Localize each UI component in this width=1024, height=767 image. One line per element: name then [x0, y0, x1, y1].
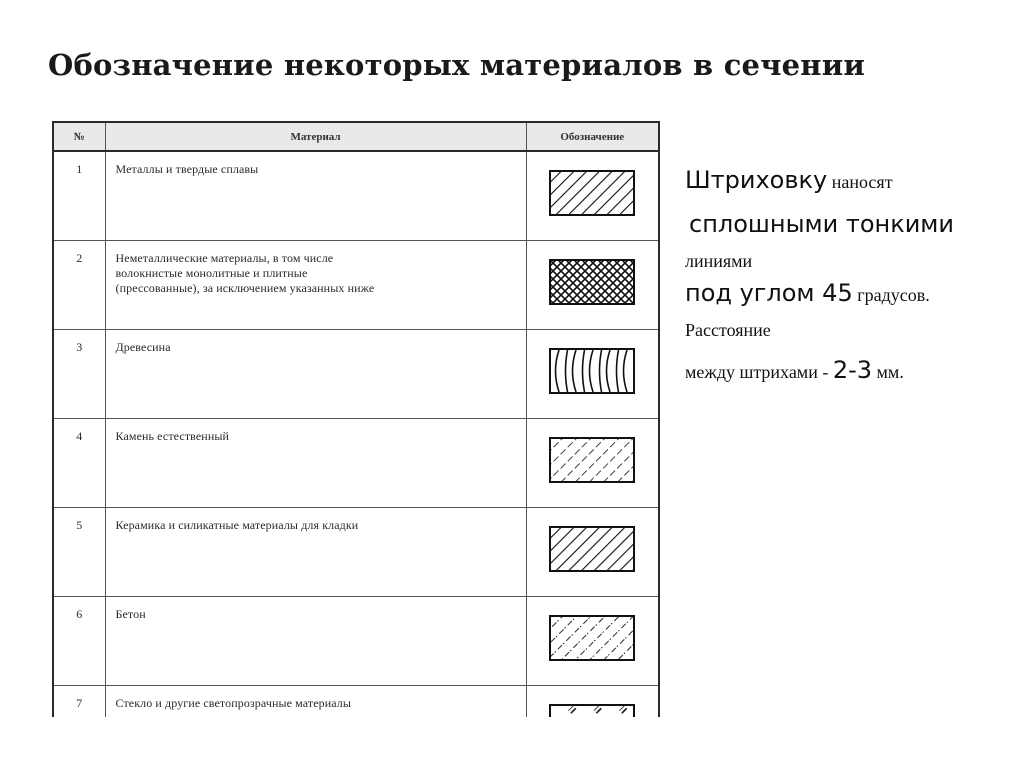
material-symbol — [526, 597, 658, 686]
material-symbol — [526, 419, 658, 508]
material-name — [105, 508, 526, 597]
table-row — [54, 330, 658, 419]
concrete-hatch-icon — [549, 615, 635, 661]
table-row — [54, 151, 658, 241]
material-name-line: Древесина — [115, 340, 171, 354]
material-symbol — [526, 508, 658, 597]
material-symbol — [526, 686, 658, 718]
material-name-line: Керамика и силикатные материалы для кладки — [115, 518, 359, 532]
note-line-3 — [685, 252, 752, 270]
material-name-line: волокнистые монолитные и плитные — [115, 266, 308, 280]
note-line-6 — [685, 358, 904, 382]
material-name — [105, 330, 526, 419]
table-row — [54, 241, 658, 330]
diagonal-hatch-icon — [549, 170, 635, 216]
table-row — [54, 597, 658, 686]
header-material: Материал — [105, 123, 526, 151]
note-line-2 — [689, 212, 954, 236]
note-text: Расстояние — [685, 320, 771, 340]
header-num: № — [54, 123, 105, 151]
note-line-4 — [685, 281, 930, 305]
material-name — [105, 597, 526, 686]
note-text: сплошными тонкими — [689, 210, 954, 238]
materials-table-wrapper — [52, 121, 660, 717]
note-text: наносят — [827, 172, 893, 192]
glass-hatch-icon — [549, 704, 635, 717]
header-symbol: Обозначение — [526, 123, 658, 151]
row-number: 5 — [54, 508, 105, 597]
material-name-line: Камень естественный — [115, 429, 230, 443]
table-row — [54, 419, 658, 508]
note-text: между штрихами - — [685, 362, 833, 382]
table-row — [54, 508, 658, 597]
row-number: 1 — [54, 151, 105, 241]
material-name-line: Стекло и другие светопрозрачные материалы — [115, 696, 352, 710]
material-name — [105, 151, 526, 241]
wood-arcs-icon — [549, 348, 635, 394]
row-number: 4 — [54, 419, 105, 508]
material-name-line: Неметаллические материалы, в том числе — [115, 251, 334, 265]
note-text: линиями — [685, 251, 753, 271]
stone-hatch-icon — [549, 437, 635, 483]
note-text: мм. — [872, 362, 904, 382]
table-header-row — [54, 123, 658, 151]
note-text: Штриховку — [685, 166, 828, 194]
note-text: градусов. — [852, 285, 930, 305]
material-name — [105, 419, 526, 508]
slide-title: Обозначение некоторых материалов в сечении — [48, 48, 866, 82]
material-symbol — [526, 241, 658, 330]
materials-table — [54, 123, 658, 717]
note-text: 2-3 — [832, 356, 873, 384]
material-symbol — [526, 330, 658, 419]
material-name-line: Металлы и твердые сплавы — [115, 162, 259, 176]
material-symbol — [526, 151, 658, 241]
row-number: 2 — [54, 241, 105, 330]
row-number: 6 — [54, 597, 105, 686]
material-name-line: (прессованные), за исключением указанных ниже — [115, 281, 375, 295]
material-name-line: Бетон — [115, 607, 146, 621]
material-name — [105, 686, 526, 718]
note-text: под углом 45 — [685, 279, 853, 307]
row-number: 3 — [54, 330, 105, 419]
material-name — [105, 241, 526, 330]
table-row — [54, 686, 658, 718]
note-line-5 — [685, 321, 771, 339]
ceramic-hatch-icon — [549, 526, 635, 572]
row-number: 7 — [54, 686, 105, 718]
note-line-1 — [685, 168, 893, 192]
cross-hatch-icon — [549, 259, 635, 305]
